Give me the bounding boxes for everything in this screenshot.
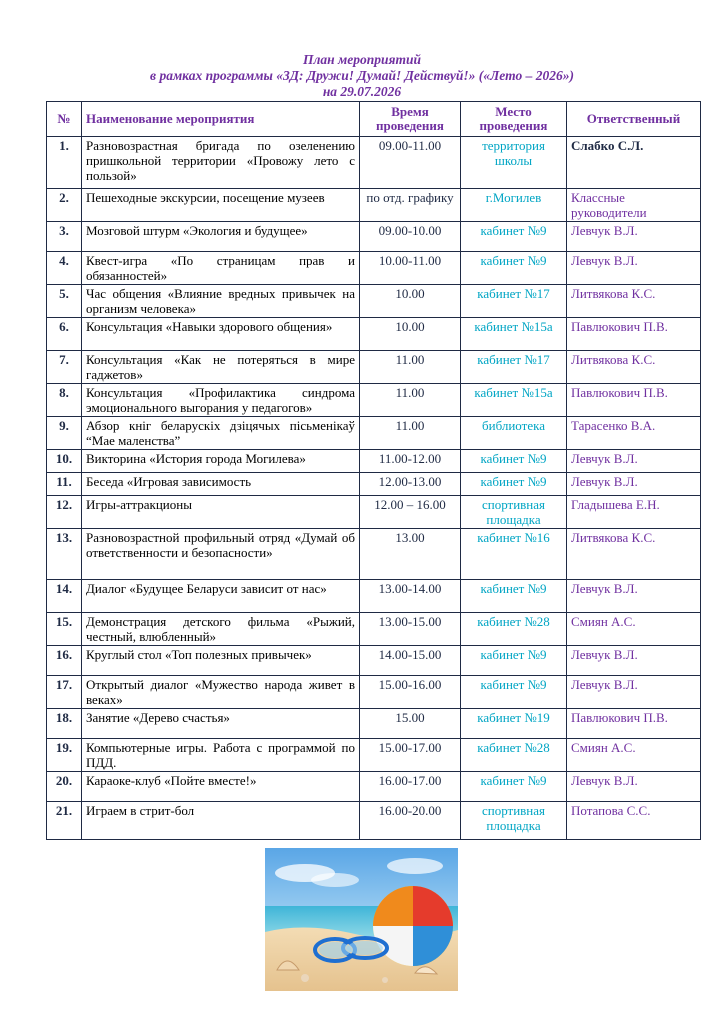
- row-number: 15.: [47, 613, 82, 646]
- event-time: 16.00-17.00: [360, 772, 461, 802]
- row-number: 16.: [47, 646, 82, 676]
- col-header-name: Наименование мероприятия: [82, 102, 360, 137]
- table-row: [47, 676, 701, 709]
- event-place: кабинет №17: [461, 351, 567, 384]
- table-row: [47, 529, 701, 580]
- row-number: 14.: [47, 580, 82, 613]
- event-time: 15.00: [360, 709, 461, 739]
- event-place: территория школы: [461, 137, 567, 189]
- event-time: 16.00-20.00: [360, 802, 461, 840]
- table-row: [47, 222, 701, 252]
- row-number: 6.: [47, 318, 82, 351]
- event-responsible: Павлюкович П.В.: [567, 384, 701, 417]
- event-time: 15.00-17.00: [360, 739, 461, 772]
- row-number: 11.: [47, 473, 82, 496]
- event-name: Разновозрастной профильный отряд «Думай об ответственности и безопасности»: [82, 529, 360, 580]
- event-time: 11.00-12.00: [360, 450, 461, 473]
- row-number: 9.: [47, 417, 82, 450]
- events-table: [46, 101, 701, 840]
- event-name: Консультация «Навыки здорового общения»: [82, 318, 360, 351]
- event-name: Мозговой штурм «Экология и будущее»: [82, 222, 360, 252]
- table-row: [47, 285, 701, 318]
- event-place: кабинет №9: [461, 646, 567, 676]
- row-number: 13.: [47, 529, 82, 580]
- row-number: 18.: [47, 709, 82, 739]
- event-name: Консультация «Профилактика синдрома эмоционального выгорания у педагогов»: [82, 384, 360, 417]
- event-time: 09.00-11.00: [360, 137, 461, 189]
- event-name: Занятие «Дерево счастья»: [82, 709, 360, 739]
- event-name: Круглый стол «Топ полезных привычек»: [82, 646, 360, 676]
- event-place: кабинет №9: [461, 252, 567, 285]
- event-name: Беседа «Игровая зависимость: [82, 473, 360, 496]
- event-place: кабинет №19: [461, 709, 567, 739]
- row-number: 2.: [47, 189, 82, 222]
- event-place: кабинет №9: [461, 473, 567, 496]
- event-time: 10.00: [360, 318, 461, 351]
- event-responsible: Павлюкович П.В.: [567, 318, 701, 351]
- event-place: кабинет №15а: [461, 318, 567, 351]
- event-place: кабинет №28: [461, 613, 567, 646]
- table-row: [47, 450, 701, 473]
- row-number: 10.: [47, 450, 82, 473]
- event-responsible: Гладышева Е.Н.: [567, 496, 701, 529]
- event-time: 13.00: [360, 529, 461, 580]
- event-place: библиотека: [461, 417, 567, 450]
- event-responsible: Левчук В.Л.: [567, 252, 701, 285]
- event-time: 14.00-15.00: [360, 646, 461, 676]
- col-header-time: Время проведения: [360, 102, 461, 137]
- event-responsible: Левчук В.Л.: [567, 772, 701, 802]
- table-row: [47, 496, 701, 529]
- event-responsible: Смиян А.С.: [567, 613, 701, 646]
- row-number: 3.: [47, 222, 82, 252]
- event-time: 11.00: [360, 351, 461, 384]
- event-time: 11.00: [360, 417, 461, 450]
- event-responsible: Левчук В.Л.: [567, 646, 701, 676]
- event-responsible: Тарасенко В.А.: [567, 417, 701, 450]
- event-place: спортивная площадка: [461, 802, 567, 840]
- event-responsible: Смиян А.С.: [567, 739, 701, 772]
- event-name: Разновозрастная бригада по озеленению пришкольной территории «Провожу лето с пользой»: [82, 137, 360, 189]
- event-place: г.Могилев: [461, 189, 567, 222]
- event-name: Квест-игра «По страницам прав и обязанностей»: [82, 252, 360, 285]
- event-name: Открытый диалог «Мужество народа живет в веках»: [82, 676, 360, 709]
- table-row: [47, 351, 701, 384]
- beach-image: [265, 848, 458, 991]
- table-row: [47, 137, 701, 189]
- event-responsible: Левчук В.Л.: [567, 222, 701, 252]
- event-time: 13.00-15.00: [360, 613, 461, 646]
- table-row: [47, 613, 701, 646]
- row-number: 8.: [47, 384, 82, 417]
- event-name: Консультация «Как не потеряться в мире гаджетов»: [82, 351, 360, 384]
- col-header-place: Место проведения: [461, 102, 567, 137]
- event-place: кабинет №16: [461, 529, 567, 580]
- event-place: спортивная площадка: [461, 496, 567, 529]
- event-name: Игры-аттракционы: [82, 496, 360, 529]
- event-place: кабинет №9: [461, 580, 567, 613]
- event-name: Час общения «Влияние вредных привычек на организм человека»: [82, 285, 360, 318]
- table-header-row: [47, 102, 701, 137]
- event-responsible: Классные руководители: [567, 189, 701, 222]
- table-row: [47, 473, 701, 496]
- event-responsible: Слабко С.Л.: [567, 137, 701, 189]
- event-place: кабинет №28: [461, 739, 567, 772]
- row-number: 7.: [47, 351, 82, 384]
- table-row: [47, 384, 701, 417]
- event-responsible: Левчук В.Л.: [567, 450, 701, 473]
- table-row: [47, 646, 701, 676]
- event-time: 09.00-10.00: [360, 222, 461, 252]
- event-time: 10.00: [360, 285, 461, 318]
- event-name: Абзор кніг беларускіх дзіцячых пісьменікаў “Мае маленства”: [82, 417, 360, 450]
- row-number: 20.: [47, 772, 82, 802]
- row-number: 4.: [47, 252, 82, 285]
- table-row: [47, 318, 701, 351]
- event-place: кабинет №15а: [461, 384, 567, 417]
- event-time: по отд. графику: [360, 189, 461, 222]
- event-name: Караоке-клуб «Пойте вместе!»: [82, 772, 360, 802]
- event-name: Демонстрация детского фильма «Рыжий, честный, влюбленный»: [82, 613, 360, 646]
- event-name: Играем в стрит-бол: [82, 802, 360, 840]
- event-responsible: Литвякова К.С.: [567, 285, 701, 318]
- row-number: 5.: [47, 285, 82, 318]
- document-header: [0, 52, 724, 100]
- plan-title: План мероприятий: [302, 52, 422, 67]
- table-row: [47, 252, 701, 285]
- event-name: Викторина «История города Могилева»: [82, 450, 360, 473]
- col-header-num: №: [47, 102, 82, 137]
- event-responsible: Литвякова К.С.: [567, 351, 701, 384]
- col-header-responsible: Ответственный: [567, 102, 701, 137]
- event-place: кабинет №9: [461, 676, 567, 709]
- row-number: 17.: [47, 676, 82, 709]
- plan-date: на 29.07.2026: [322, 84, 402, 99]
- event-responsible: Левчук В.Л.: [567, 473, 701, 496]
- event-time: 13.00-14.00: [360, 580, 461, 613]
- event-place: кабинет №9: [461, 450, 567, 473]
- table-row: [47, 417, 701, 450]
- row-number: 12.: [47, 496, 82, 529]
- table-row: [47, 580, 701, 613]
- table-row: [47, 802, 701, 840]
- table-row: [47, 772, 701, 802]
- row-number: 21.: [47, 802, 82, 840]
- plan-subtitle: в рамках программы «3Д: Дружи! Думай! Действуй!» («Лето – 2026»): [150, 68, 574, 83]
- event-place: кабинет №17: [461, 285, 567, 318]
- event-name: Пешеходные экскурсии, посещение музеев: [82, 189, 360, 222]
- event-responsible: Левчук В.Л.: [567, 676, 701, 709]
- event-place: кабинет №9: [461, 772, 567, 802]
- row-number: 19.: [47, 739, 82, 772]
- event-responsible: Литвякова К.С.: [567, 529, 701, 580]
- table-row: [47, 709, 701, 739]
- event-name: Компьютерные игры. Работа с программой по ПДД.: [82, 739, 360, 772]
- table-row: [47, 189, 701, 222]
- event-name: Диалог «Будущее Беларуси зависит от нас»: [82, 580, 360, 613]
- table-body: [47, 137, 701, 840]
- event-time: 11.00: [360, 384, 461, 417]
- event-responsible: Павлюкович П.В.: [567, 709, 701, 739]
- event-place: кабинет №9: [461, 222, 567, 252]
- event-responsible: Левчук В.Л.: [567, 580, 701, 613]
- row-number: 1.: [47, 137, 82, 189]
- table-row: [47, 739, 701, 772]
- event-responsible: Потапова С.С.: [567, 802, 701, 840]
- event-time: 12.00 – 16.00: [360, 496, 461, 529]
- event-time: 15.00-16.00: [360, 676, 461, 709]
- event-time: 10.00-11.00: [360, 252, 461, 285]
- event-time: 12.00-13.00: [360, 473, 461, 496]
- beach-illustration: [265, 848, 458, 991]
